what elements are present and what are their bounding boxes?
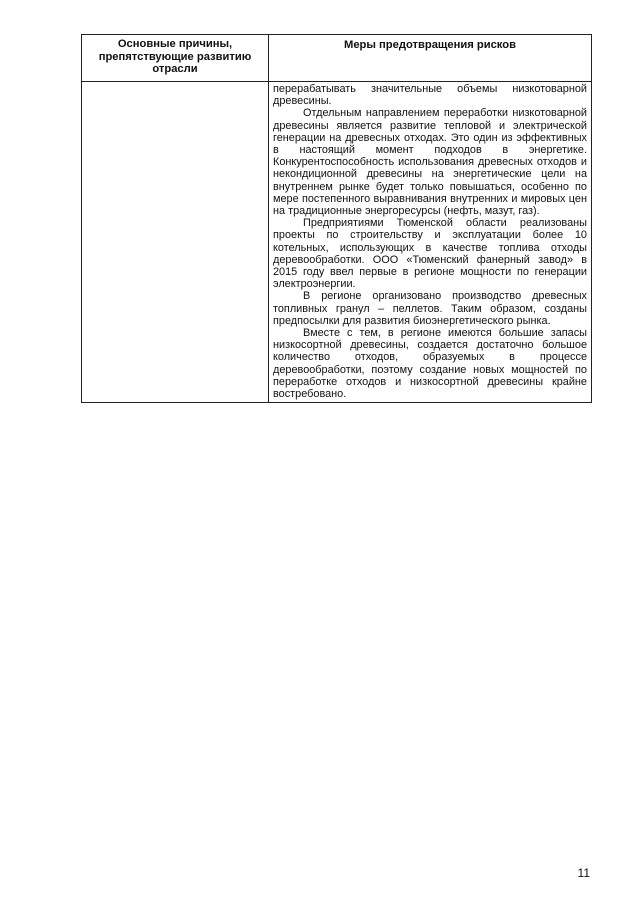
measures-paragraph-boiler-projects: Предприятиями Тюменской области реализованы проекты по строительству и эксплуатации более 10 котельных, использующих в качестве топлива отходы деревообработки. ООО «Тюменский фанерный завод» в 2015 году ввел первые в регионе мощности по генерации электроэнергии. [273,217,587,291]
table-row [82,82,592,403]
measures-paragraph-energy-generation: Отдельным направлением переработки низкотоварной древесины является развитие тепловой и электрической генерации на древесных отходах. Это один из эффективных в настоящий момент подходов в энергетике. Конкурентоспособность использования древесных отходов и некондиционной древесины на энергетические цели на внутреннем рынке будет только повышаться, особенно по мере постепенного выравнивания внутренних и мировых цен на традиционные энергоресурсы (нефть, мазут, газ). [273,107,587,218]
page-number: 11 [577,866,590,880]
header-measures: Меры предотвращения рисков [269,35,592,82]
causes-cell [82,82,269,403]
table-header-row [82,35,592,82]
measures-paragraph-continuation: перерабатывать значительные объемы низкотоварной древесины. [273,83,587,108]
measures-paragraph-pellets: В регионе организовано производство древесных топливных гранул – пеллетов. Таким образом, созданы предпосылки для развития биоэнергетического рынка. [273,290,587,327]
measures-cell [269,82,592,403]
measures-paragraph-low-grade-wood: Вместе с тем, в регионе имеются большие запасы низкосортной древесины, создается достаточно большое количество отходов, образуемых в процессе деревообработки, поэтому создание новых мощностей по переработке отходов и низкосортной древесины крайне востребовано. [273,327,587,401]
risk-measures-table [81,34,592,403]
header-causes: Основные причины, препятствующие развитию отрасли [82,35,269,82]
